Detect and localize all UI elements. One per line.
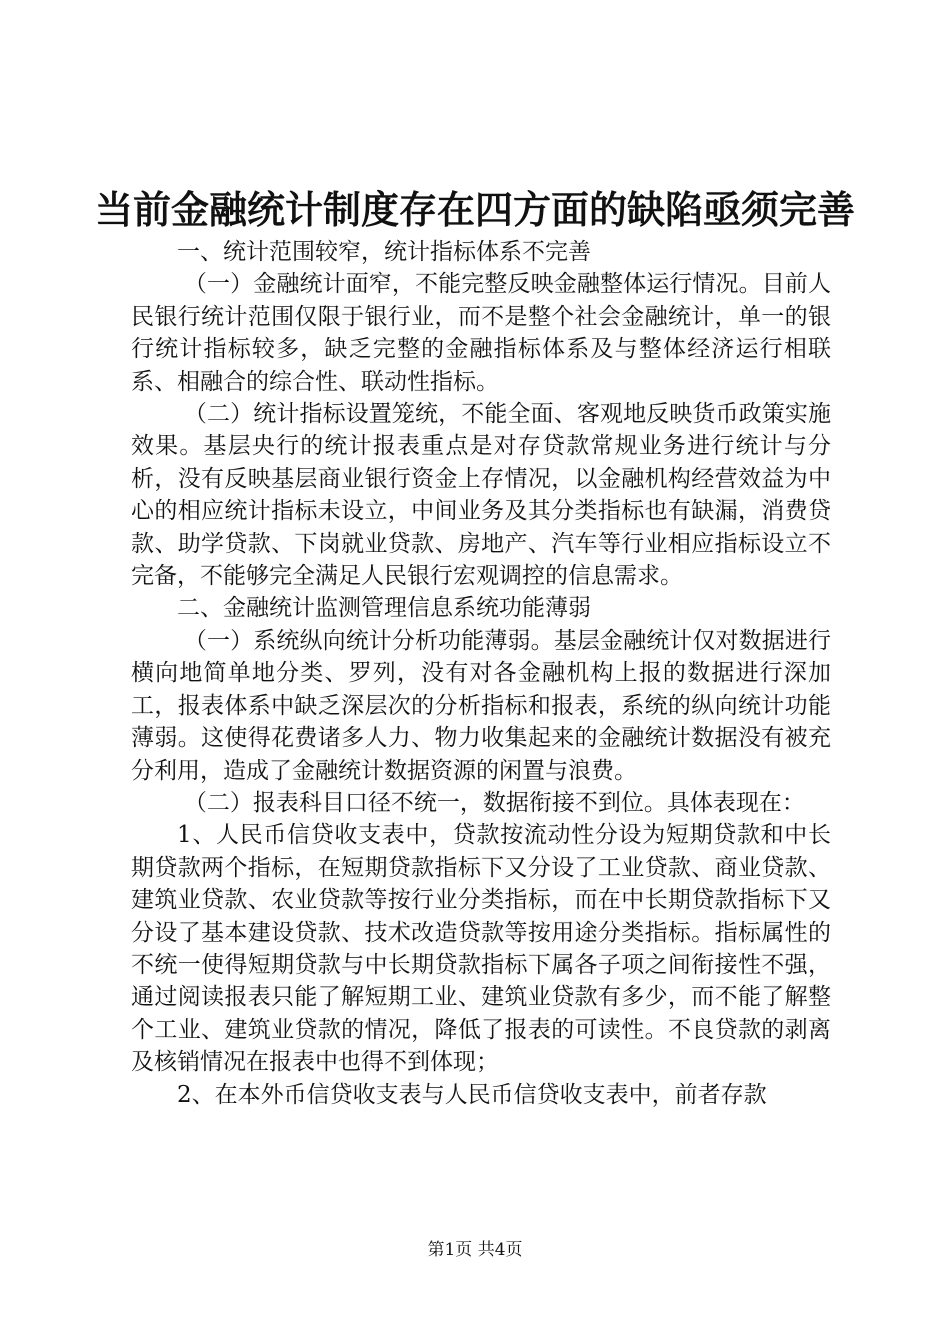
section-heading-1: 一、统计范围较窄，统计指标体系不完善 <box>177 239 591 265</box>
paragraph: （一）金融统计面窄，不能完整反映金融整体运行情况。目前人民银行统计范围仅限于银行业，而不是整个社会金融统计，单一的银行统计指标较多，缺乏完整的金融指标体系及与整体经济运行相联系、相融合的综合性、联动性指标。 <box>131 271 831 395</box>
section-heading-2: 二、金融统计监测管理信息系统功能薄弱 <box>177 595 591 622</box>
document-body <box>131 236 831 1111</box>
paragraph: 1、人民币信贷收支表中，贷款按流动性分设为短期贷款和中长期贷款两个指标，在短期贷款指标下又分设了工业贷款、商业贷款、建筑业贷款、农业贷款等按行业分类指标，而在中长期贷款指标下又分设了基本建设贷款、技术改造贷款等按用途分类指标。指标属性的不统一使得短期贷款与中长期贷款指标下属各子项之间衔接性不强，通过阅读报表只能了解短期工业、建筑业贷款有多少，而不能了解整个工业、建筑业贷款的情况，降低了报表的可读性。不良贷款的剥离及核销情况在报表中也得不到体现； <box>131 822 831 1076</box>
paragraph: （二）统计指标设置笼统，不能全面、客观地反映货币政策实施效果。基层央行的统计报表重点是对存贷款常规业务进行统计与分析，没有反映基层商业银行资金上存情况，以金融机构经营效益为中心的相应统计指标未设立，中间业务及其分类指标也有缺漏，消费贷款、助学贷款、下岗就业贷款、房地产、汽车等行业相应指标设立不完备，不能够完全满足人民银行宏观调控的信息需求。 <box>131 401 831 590</box>
document-title: 当前金融统计制度存在四方面的缺陷亟须完善 <box>94 187 855 232</box>
paragraph: （一）系统纵向统计分析功能薄弱。基层金融统计仅对数据进行横向地简单地分类、罗列，没有对各金融机构上报的数据进行深加工，报表体系中缺乏深层次的分析指标和报表，系统的纵向统计功能薄弱。这使得花费诸多人力、物力收集起来的金融统计数据没有被充分利用，造成了金融统计数据资源的闲置与浪费。 <box>131 627 831 784</box>
page-footer: 第1页 共4页 <box>427 1240 523 1260</box>
paragraph: （二）报表科目口径不统一，数据衔接不到位。具体表现在： <box>183 789 805 816</box>
paragraph: 2、在本外币信贷收支表与人民币信贷收支表中，前者存款 <box>177 1081 767 1108</box>
